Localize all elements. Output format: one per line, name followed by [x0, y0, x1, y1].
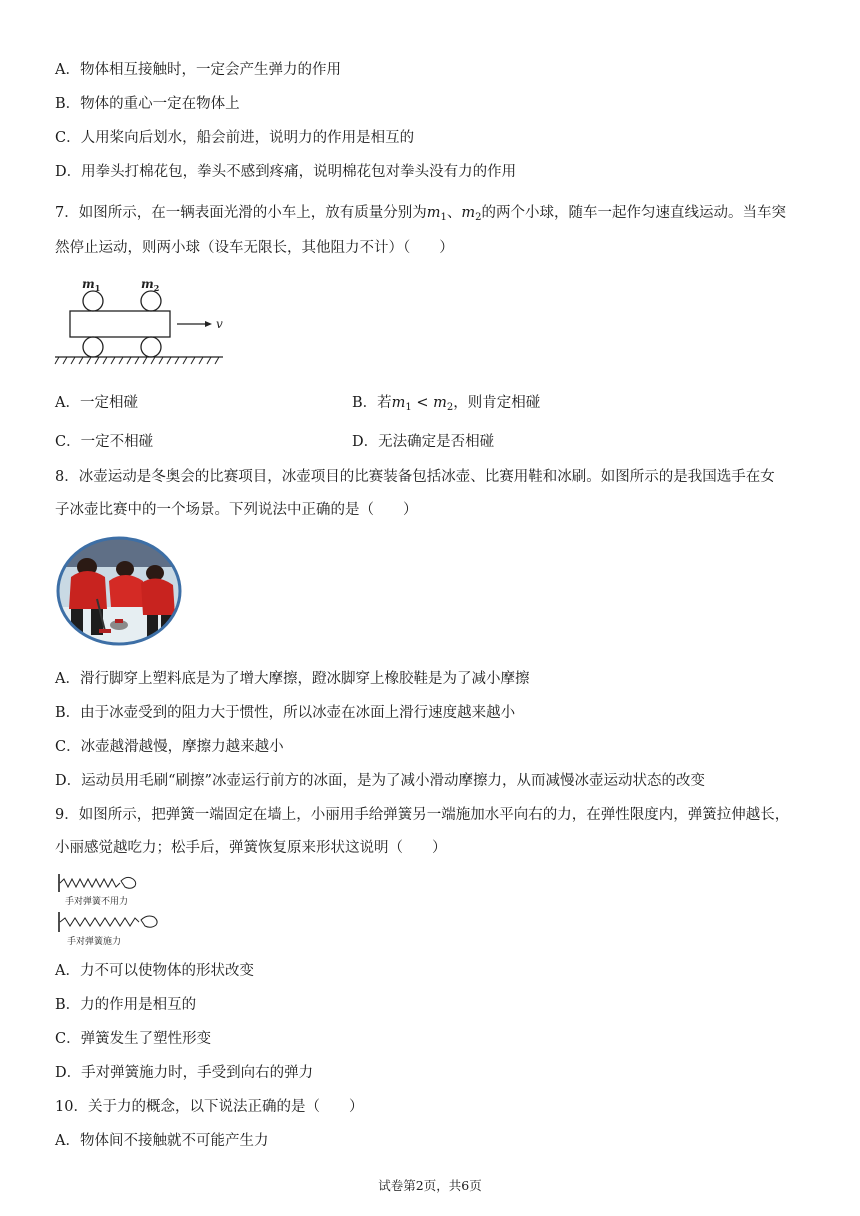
q6-option-d: D．用拳头打棉花包，拳头不感到疼痛，说明棉花包对拳头没有力的作用: [55, 164, 517, 180]
q7-option-d: D．无法确定是否相碰: [352, 434, 495, 450]
q7-m1-sub: 1: [440, 212, 447, 223]
q7-option-c: C．一定不相碰: [55, 434, 154, 450]
q7-stem-pre: 7．如图所示，在一辆表面光滑的小车上，放有质量分别为: [55, 205, 427, 221]
q9-spring-stretched: [60, 918, 139, 926]
q7-cart-body: [70, 311, 170, 337]
q9-caption-1: 手对弹簧不用力: [65, 897, 129, 907]
q9-option-d: D．手对弹簧施力时，手受到向右的弹力: [55, 1065, 314, 1081]
q7-optb-m2-sub: 2: [446, 402, 454, 413]
q8-option-a: A．滑行脚穿上塑料底是为了增大摩擦，蹬冰脚穿上橡胶鞋是为了减小摩擦: [55, 671, 530, 687]
q7-stem-line2: 然停止运动，则两小球（设车无限长，其他阻力不计）（ ）: [55, 240, 454, 256]
q7-fig-label-m2: $m_2$: [141, 277, 160, 293]
q7-ball-m2: [141, 291, 161, 311]
q8-curling-photo: [57, 537, 181, 645]
q7-option-b: [352, 393, 540, 418]
q7-wheel-left: [83, 337, 103, 357]
q7-m2-sub: 2: [475, 212, 482, 223]
q7-sep: 、: [446, 205, 462, 221]
q10-option-a: A．物体间不接触就不可能产生力: [55, 1133, 269, 1149]
q9-caption-2: 手对弹簧施力: [67, 937, 122, 947]
page-footer: 试卷第2页，共6页: [378, 1178, 482, 1193]
q7-optb-m2: m: [433, 395, 447, 411]
q7-optb-post: ，则肯定相碰: [453, 395, 541, 411]
q6-option-a: A．物体相互接触时，一定会产生弹力的作用: [55, 62, 341, 78]
q9-option-a: A．力不可以使物体的形状改变: [55, 963, 254, 979]
q6-option-c: C．人用桨向后划水，船会前进，说明力的作用是相互的: [55, 130, 415, 146]
q7-arrowhead: [205, 321, 212, 327]
q9-option-c: C．弹簧发生了塑性形变: [55, 1031, 212, 1047]
q9-hand-top-icon: [121, 877, 136, 888]
q8-option-d: D．运动员用毛刷“刷擦”冰壶运行前方的冰面，是为了减小滑动摩擦力，从而减慢冰壶运动状态的改变: [55, 773, 705, 789]
q7-fig-label-v: v: [216, 317, 223, 331]
q7-ground-hatch: [55, 357, 219, 364]
q7-optb-lt: <: [411, 395, 434, 411]
q8-stem-line1: 8．冰壶运动是冬奥会的比赛项目，冰壶项目的比赛装备包括冰壶、比赛用鞋和冰刷。如图所示的是我国选手在女: [55, 469, 775, 485]
q7-m1: m: [426, 205, 441, 221]
q9-option-b: B．力的作用是相互的: [55, 997, 197, 1013]
q7-fig-label-m1: $m_1$: [82, 277, 101, 293]
q7-cart-figure: [55, 278, 235, 368]
q7-wheel-right: [141, 337, 161, 357]
q9-hand-bottom-icon: [141, 916, 157, 927]
q7-optb-pre: B．若: [352, 395, 392, 411]
q7-stem-post: 的两个小球，随车一起作匀速直线运动。当车突: [481, 205, 786, 221]
q7-optb-m1-sub: 1: [405, 402, 412, 413]
q9-spring-figure: [57, 872, 167, 948]
q8-option-b: B．由于冰壶受到的阻力大于惯性，所以冰壶在冰面上滑行速度越来越小: [55, 705, 516, 721]
q10-stem: 10．关于力的概念，以下说法正确的是（ ）: [55, 1099, 364, 1115]
q6-option-b: B．物体的重心一定在物体上: [55, 96, 240, 112]
q9-stem-line1: 9．如图所示，把弹簧一端固定在墙上，小丽用手给弹簧另一端施加水平向右的力，在弹性限度内，弹簧拉伸越长，: [55, 807, 790, 823]
q9-stem-line2: 小丽感觉越吃力；松手后，弹簧恢复原来形状这说明（ ）: [55, 840, 447, 856]
q7-optb-m1: m: [391, 395, 406, 411]
q9-spring-relaxed: [60, 879, 120, 887]
q7-m2: m: [461, 205, 476, 221]
q7-ball-m1: [83, 291, 103, 311]
q7-option-a: A．一定相碰: [55, 395, 138, 411]
q8-stem-line2: 子冰壶比赛中的一个场景。下列说法中正确的是（ ）: [55, 502, 418, 518]
q7-stem-line1: [55, 203, 786, 228]
q8-option-c: C．冰壶越滑越慢，摩擦力越来越小: [55, 739, 284, 755]
